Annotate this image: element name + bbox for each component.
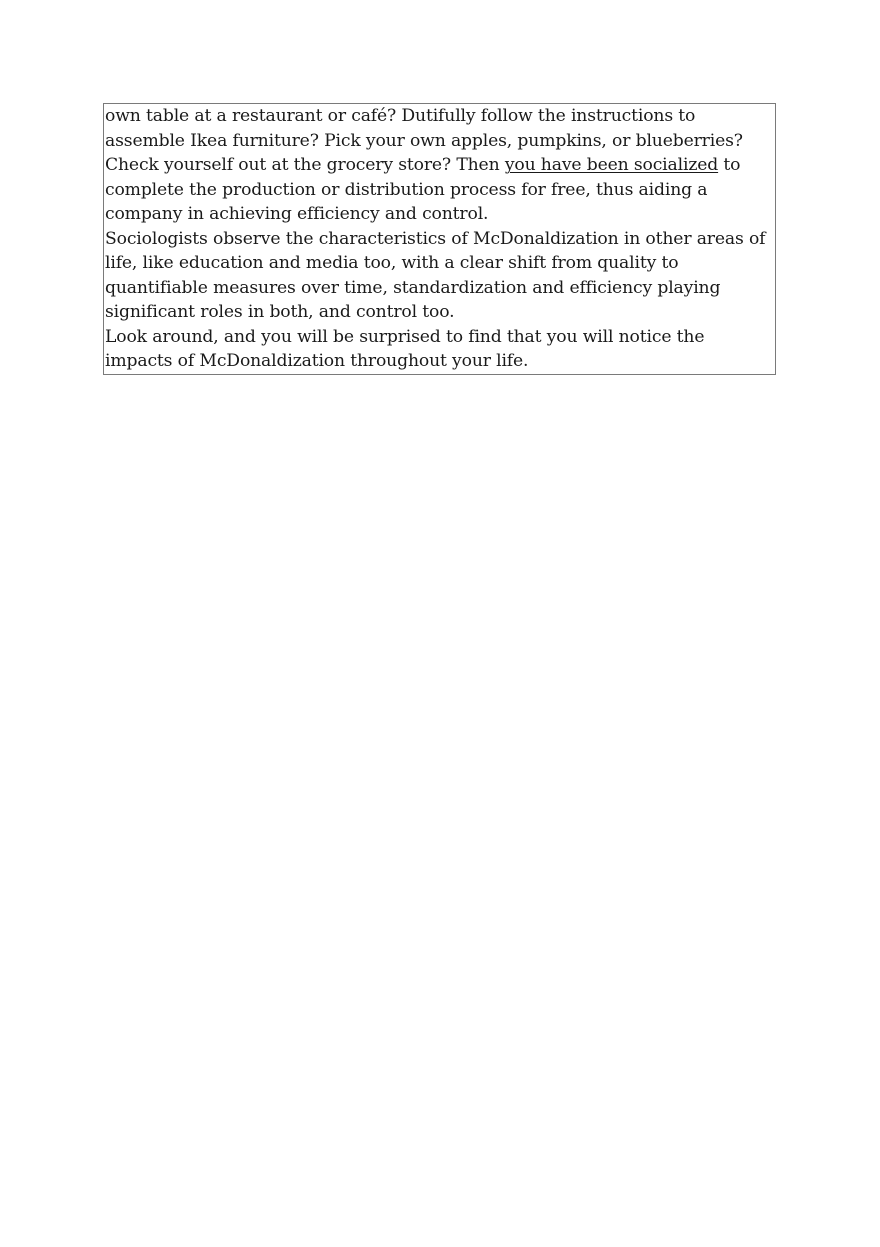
socialized-link[interactable]: you have been socialized (504, 155, 719, 175)
paragraph-3-text: Look around, and you will be surprised to find that you will notice the impacts of McDonaldization throughout your life. (105, 326, 705, 371)
paragraph-1-text-b: to complete the production or distribution process for free, thus aiding a company in achieving efficiency and control. (105, 155, 741, 224)
paragraph-2 (105, 227, 775, 325)
paragraph-2-text: Sociologists observe the characteristics of McDonaldization in other areas of life, like education and media too, with a clear shift from quality to quantifiable measures over time, standardization and efficiency playing significant roles in both, and control too. (105, 228, 766, 322)
paragraph-1-text-a: own table at a restaurant or café? Dutifully follow the instructions to assemble Ikea furniture? Pick your own apples, pumpkins, or blueberries? Check yourself out at the grocery store? Then (105, 106, 743, 175)
paragraph-3 (105, 325, 775, 374)
paragraph-1 (105, 104, 775, 227)
text-frame (103, 103, 776, 375)
